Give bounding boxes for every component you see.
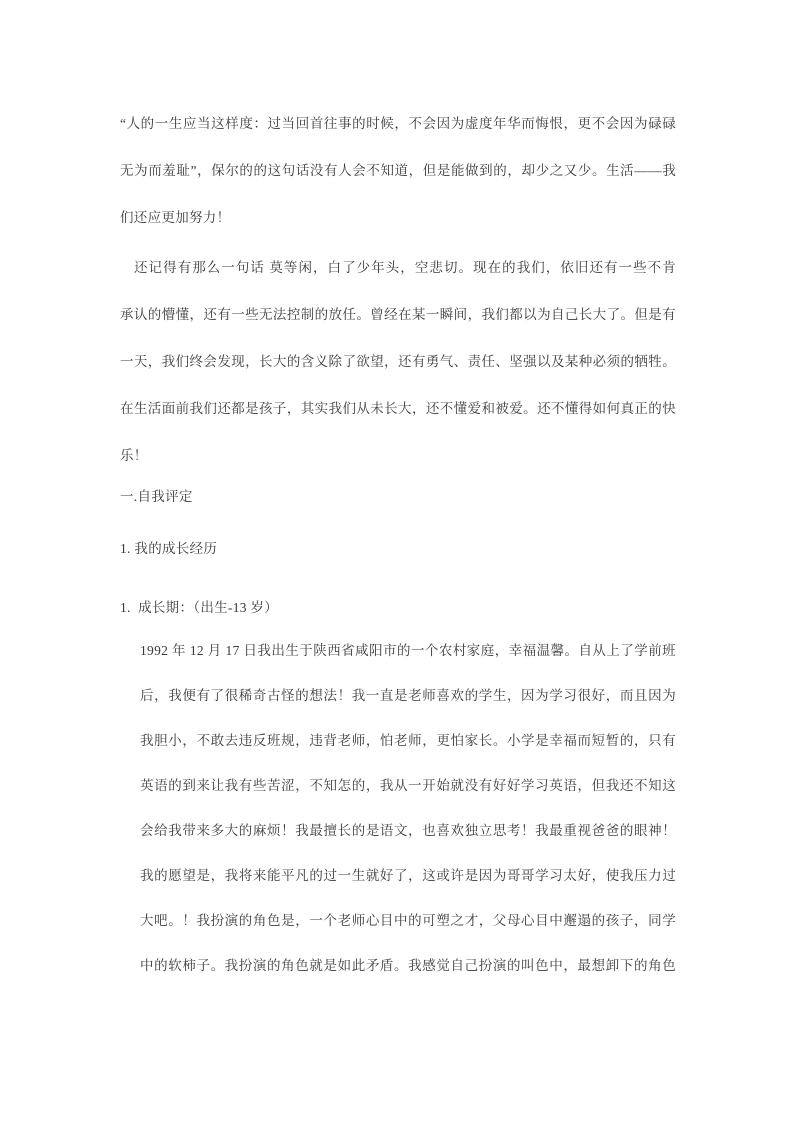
list-item-growth-history: 1. 我的成长经历 — [120, 541, 218, 556]
paragraph-quote — [120, 100, 676, 241]
text-line: 1992 年 12 月 17 日我出生于陕西省咸阳市的一个农村家庭，幸福温馨。自从上了学前班 — [140, 643, 676, 658]
text-line: 一天，我们终会发现，长大的含义除了欲望，还有勇气、责任、坚强以及某种必须的牺牲。 — [120, 354, 676, 369]
text-line: 还记得有那么一句话 莫等闲，白了少年头，空悲切。现在的我们，依旧还有一些不肯 — [134, 260, 676, 275]
text-line: 在生活面前我们还都是孩子，其实我们从未长大，还不懂爱和被爱。还不懂得如何真正的快 — [120, 401, 676, 416]
text-line: 英语的到来让我有些苦涩，不知怎的，我从一开始就没有好好学习英语，但我还不知这 — [140, 778, 676, 793]
text-line: 中的软柿子。我扮演的角色就是如此矛盾。我感觉自己扮演的叫色中，最想卸下的角色 — [140, 958, 676, 973]
text-line: 乐！ — [120, 448, 148, 463]
text-line: “人的一生应当这样度：过当回首往事的时候，不会因为虚度年华而悔恨，更不会因为碌碌 — [120, 116, 676, 131]
text-line: 无为而羞耻”，保尔的的这句话没有人会不知道，但是能做到的，却少之又少。生活——我 — [120, 163, 676, 178]
paragraph-growth-story — [140, 628, 676, 988]
text-line: 大吧。！我扮演的角色是，一个老师心目中的可塑之才，父母心目中邂遢的孩子，同学 — [140, 913, 676, 928]
text-line: 承认的懵懂，还有一些无法控制的放任。曾经在某一瞬间，我们都以为自己长大了。但是有 — [120, 307, 676, 322]
text-line: 我的愿望是，我将来能平凡的过一生就好了，这或许是因为哥哥学习太好，使我压力过 — [140, 868, 676, 883]
paragraph-reflection — [120, 244, 676, 479]
text-line: 们还应更加努力！ — [120, 210, 231, 225]
list-item-growth-period: 1. 成长期：（出生-13 岁） — [120, 600, 279, 615]
text-line: 我胆小，不敢去违反班规，违背老师，怕老师，更怕家长。小学是幸福而短暂的，只有 — [140, 733, 676, 748]
text-line: 后，我便有了很稀奇古怪的想法！我一直是老师喜欢的学生，因为学习很好，而且因为 — [140, 688, 676, 703]
text-line: 会给我带来多大的麻烦！我最擅长的是语文，也喜欢独立思考！我最重视爸爸的眼神！ — [140, 823, 676, 838]
section-heading-self-evaluation: 一.自我评定 — [120, 489, 193, 504]
